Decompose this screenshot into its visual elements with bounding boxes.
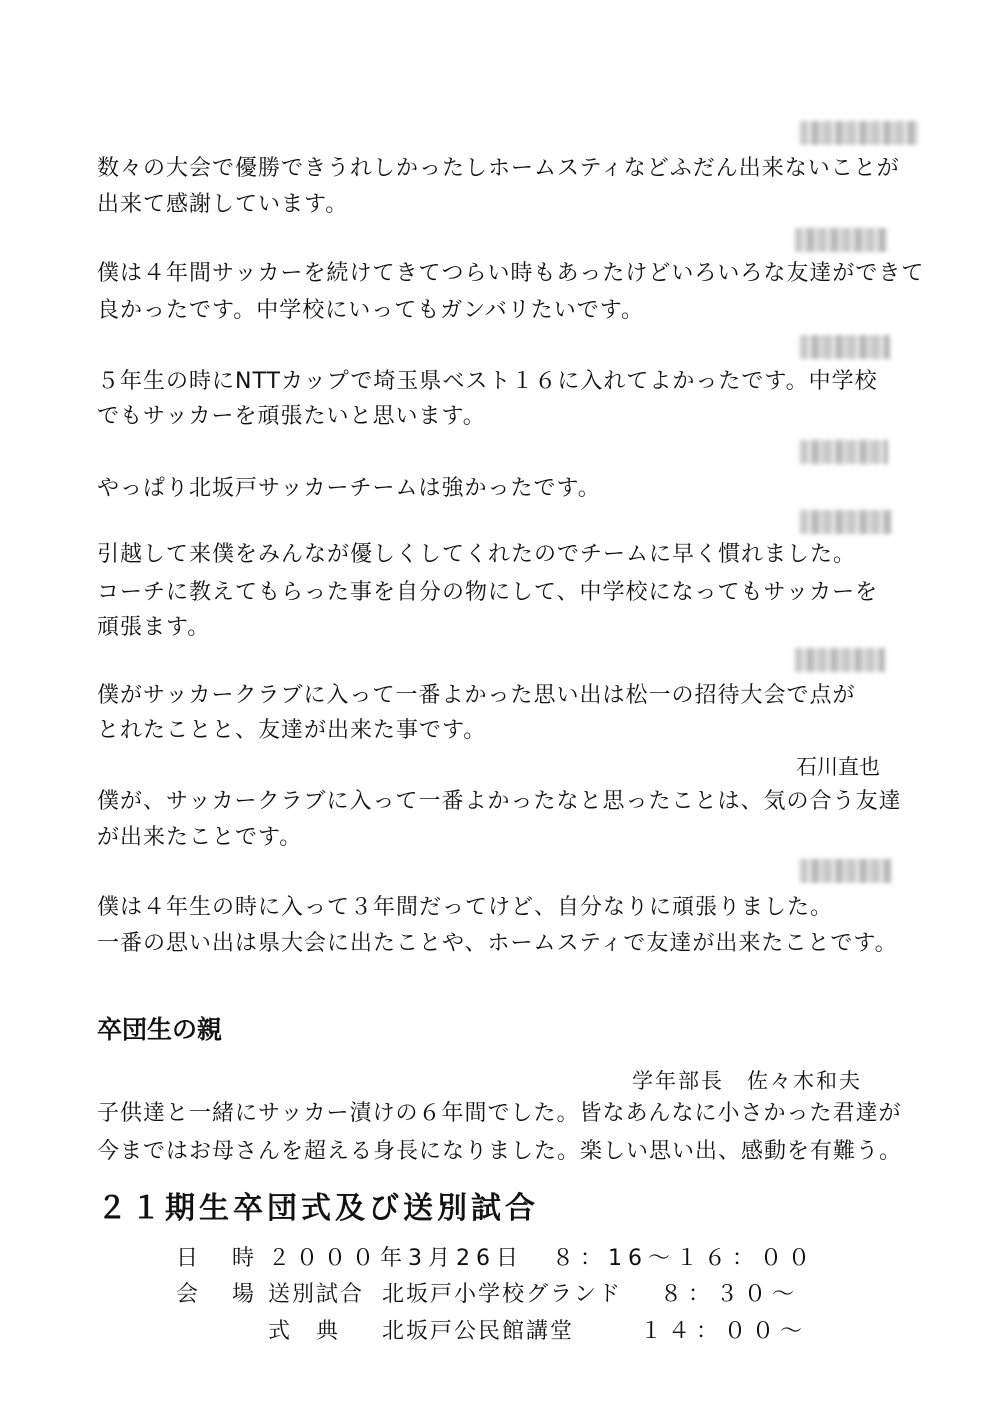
message-line: でもサッカーを頑張たいと思います。 <box>97 404 486 429</box>
redacted-author-name <box>800 335 890 359</box>
message-line: 良かったです。中学校にいってもガンバリたいです。 <box>97 298 644 323</box>
message-line: とれたことと、友達が出来た事です。 <box>97 718 487 743</box>
message-line: 僕が、サッカークラブに入って一番よかったなと思ったことは、気の合う友達 <box>97 789 902 814</box>
message-line: 数々の大会で優勝できうれしかったしホームスティなどふだん出来ないことが <box>97 156 900 181</box>
event-place: 北坂戸公民館講堂 <box>382 1319 575 1344</box>
message-line: 頑張ます。 <box>97 615 211 640</box>
date-value: ２０００年3月26日 ８：16〜１６：００ <box>268 1246 816 1271</box>
message-line: 出来て感謝しています。 <box>97 192 349 217</box>
event-time: ８：３０〜 <box>660 1282 801 1307</box>
venue-label: 会 場 <box>176 1282 261 1307</box>
message-line: 引越して来僕をみんなが優しくしてくれたのでチームに早く慣れました。 <box>97 542 857 567</box>
redacted-author-name <box>800 859 892 883</box>
parent-message-line: 子供達と一緒にサッカー漬けの６年間でした。皆なあんなに小さかった君達が <box>97 1101 902 1126</box>
redacted-author-name <box>800 440 888 464</box>
ceremony-title: ２１期生卒団式及び送別試合 <box>97 1191 539 1226</box>
redacted-author-name <box>795 648 885 672</box>
message-line: 僕は４年生の時に入って３年間だってけど、自分なりに頑張りました。 <box>97 895 834 920</box>
redacted-author-name <box>795 228 887 252</box>
redacted-author-name <box>800 121 918 145</box>
parent-message-line: 今まではお母さんを超える身長になりました。楽しい思い出、感動を有難う。 <box>97 1139 903 1164</box>
redacted-author-name <box>800 510 892 534</box>
message-line: やっぱり北坂戸サッカーチームは強かったです。 <box>97 476 601 501</box>
event-time: １４：００〜 <box>640 1319 809 1344</box>
message-line: が出来たことです。 <box>97 825 303 850</box>
section-heading-parents: 卒団生の親 <box>97 1015 223 1044</box>
author-name: 石川直也 <box>796 755 880 779</box>
parent-signature: 学年部長 佐々木和夫 <box>632 1069 862 1093</box>
message-line: 一番の思い出は県大会に出たことや、ホームスティで友達が出来たことです。 <box>97 931 898 956</box>
message-line: 僕がサッカークラブに入って一番よかった思い出は松一の招待大会で点が <box>97 683 856 708</box>
event-name: 送別試合 <box>268 1282 365 1307</box>
message-line: ５年生の時にNTTカップで埼玉県ベスト１６に入れてよかったです。中学校 <box>97 369 878 394</box>
message-line: 僕は４年間サッカーを続けてきてつらい時もあったけどいろいろな友達ができて <box>97 261 925 286</box>
date-label: 日 時 <box>176 1246 261 1271</box>
event-name: 式 典 <box>268 1319 341 1344</box>
message-line: コーチに教えてもらった事を自分の物にして、中学校になってもサッカーを <box>97 580 879 605</box>
event-place: 北坂戸小学校グランド <box>382 1282 623 1307</box>
